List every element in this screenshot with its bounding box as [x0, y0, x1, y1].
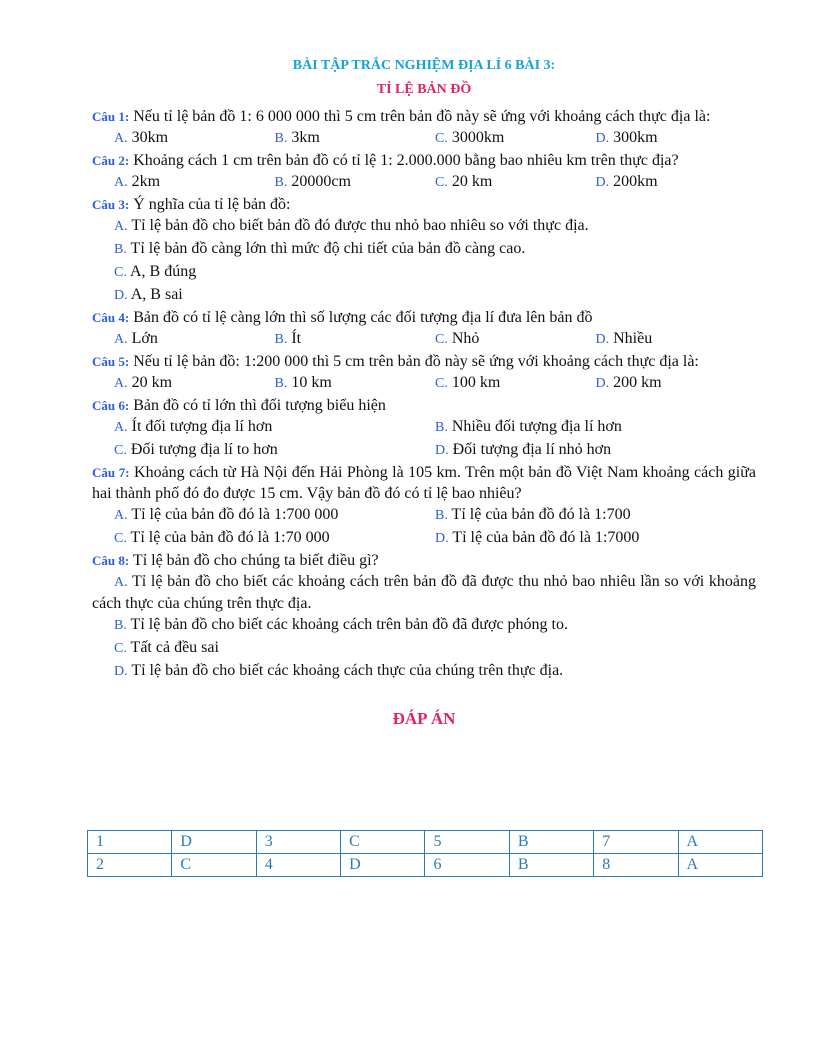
option-c: C. Tỉ lệ của bản đồ đó là 1:70 000	[114, 529, 330, 546]
table-cell: C	[341, 831, 425, 854]
option-d: D. Tỉ lệ của bản đồ đó là 1:7000	[435, 529, 640, 546]
option-c: C. 20 km	[435, 173, 493, 190]
question-label: Câu 6:	[92, 398, 130, 413]
option-c: C. A, B đúng	[114, 263, 197, 280]
question-label: Câu 7:	[92, 465, 130, 480]
option-b: B. 3km	[274, 129, 320, 146]
option-a: A. Ít đối tượng địa lí hơn	[114, 418, 273, 435]
option-d: D. 300km	[595, 129, 658, 146]
table-cell: B	[509, 854, 593, 877]
document-subtitle: TỈ LỆ BẢN ĐỒ	[376, 82, 472, 97]
option-b: B. Tỉ lệ của bản đồ đó là 1:700	[435, 506, 631, 523]
option-a: A. 2km	[114, 173, 161, 190]
table-cell: 6	[425, 854, 509, 877]
question-text: Ý nghĩa của tỉ lệ bản đồ:	[129, 196, 291, 213]
option-b: B. 20000cm	[274, 173, 351, 190]
document-title: BÀI TẬP TRẮC NGHIỆM ĐỊA LÍ 6 BÀI 3:	[292, 58, 556, 73]
question-7	[92, 462, 756, 504]
option-b: B. Tỉ lệ bản đồ càng lớn thì mức độ chi tiết của bản đồ càng cao.	[114, 240, 526, 257]
table-cell: 5	[425, 831, 509, 854]
table-cell: A	[678, 854, 762, 877]
option-a: A. Tỉ lệ bản đồ cho biết bản đồ đó được thu nhỏ bao nhiêu so với thực địa.	[114, 217, 589, 234]
table-cell: 2	[88, 854, 172, 877]
option-c: C. 100 km	[435, 374, 501, 391]
question-1	[92, 106, 756, 127]
option-a: A. Lớn	[114, 330, 158, 347]
table-cell: D	[341, 854, 425, 877]
options-row	[92, 416, 756, 439]
option-c: C. Tất cả đều sai	[114, 639, 219, 656]
question-label: Câu 5:	[92, 354, 130, 369]
option-c: C. Nhỏ	[435, 330, 480, 347]
option-c: C. 3000km	[435, 129, 505, 146]
question-3	[92, 194, 756, 215]
question-label: Câu 4:	[92, 310, 130, 325]
table-row	[88, 854, 763, 877]
question-label: Câu 2:	[92, 153, 130, 168]
table-cell: D	[172, 831, 256, 854]
option-a: A. 30km	[114, 129, 169, 146]
table-cell: A	[678, 831, 762, 854]
option-a: A. Tỉ lệ của bản đồ đó là 1:700 000	[114, 506, 339, 523]
options-row	[92, 171, 756, 194]
option-d: D. Nhiều	[595, 330, 653, 347]
option-c: C. Đối tượng địa lí to hơn	[114, 441, 278, 458]
options-row	[92, 527, 756, 550]
option-b: B. Tỉ lệ bản đồ cho biết các khoảng cách trên bản đồ đã được phóng to.	[114, 616, 568, 633]
option-d: D. 200km	[595, 173, 658, 190]
answer-key-table	[87, 830, 763, 877]
question-4	[92, 307, 756, 328]
options-row	[92, 372, 756, 395]
table-cell: 3	[256, 831, 340, 854]
question-5	[92, 351, 756, 372]
option-d: D. A, B sai	[114, 286, 183, 303]
option-b: B. 10 km	[274, 374, 332, 391]
document-page	[92, 50, 756, 747]
question-label: Câu 1:	[92, 109, 130, 124]
option-d: D. Tỉ lệ bản đồ cho biết các khoảng cách thực của chúng trên thực địa.	[114, 662, 564, 679]
options-row	[92, 127, 756, 150]
question-2	[92, 150, 756, 171]
question-label: Câu 8:	[92, 553, 130, 568]
options-row	[92, 439, 756, 462]
question-label: Câu 3:	[92, 197, 130, 212]
question-text: Nếu tỉ lệ bản đồ 1: 6 000 000 thì 5 cm trên bản đồ này sẽ ứng với khoảng cách thực địa là:	[129, 108, 711, 125]
question-text: Tỉ lệ bản đồ cho chúng ta biết điều gì?	[129, 552, 379, 569]
option-a: A. 20 km	[114, 374, 173, 391]
table-cell: 1	[88, 831, 172, 854]
options-row	[92, 328, 756, 351]
question-text: Nếu tỉ lệ bản đồ: 1:200 000 thì 5 cm trên bản đồ này sẽ ứng với khoảng cách thực địa là:	[129, 353, 699, 370]
option-d: D. 200 km	[595, 374, 662, 391]
question-8	[92, 550, 756, 571]
options-row	[92, 504, 756, 527]
option-d: D. Đối tượng địa lí nhỏ hơn	[435, 441, 612, 458]
question-text: Khoảng cách 1 cm trên bản đồ có tỉ lệ 1: 2.000.000 bằng bao nhiêu km trên thực địa?	[129, 152, 679, 169]
table-cell: B	[509, 831, 593, 854]
question-6	[92, 395, 756, 416]
table-cell: C	[172, 854, 256, 877]
question-text: Bản đồ có tỉ lệ càng lớn thì số lượng các đối tượng địa lí đưa lên bản đồ	[129, 309, 593, 326]
table-cell: 7	[594, 831, 678, 854]
table-cell: 4	[256, 854, 340, 877]
question-text: Khoảng cách từ Hà Nội đến Hải Phòng là 105 km. Trên một bản đồ Việt Nam khoảng cách giữa hai thành phố đó đo được 15 cm. Vậy bản đồ đó có tỉ lệ bao nhiêu?	[92, 464, 756, 502]
option-a: A. Tỉ lệ bản đồ cho biết các khoảng cách trên bản đồ đã được thu nhỏ bao nhiêu lần so với khoảng cách thực của chúng trên thực địa.	[92, 573, 756, 612]
answer-key-title: ĐÁP ÁN	[392, 709, 456, 728]
option-b: B. Nhiều đối tượng địa lí hơn	[435, 418, 622, 435]
option-b: B. Ít	[274, 330, 302, 347]
question-text: Bản đồ có tỉ lớn thì đối tượng biểu hiện	[129, 397, 386, 414]
table-cell: 8	[594, 854, 678, 877]
table-row	[88, 831, 763, 854]
